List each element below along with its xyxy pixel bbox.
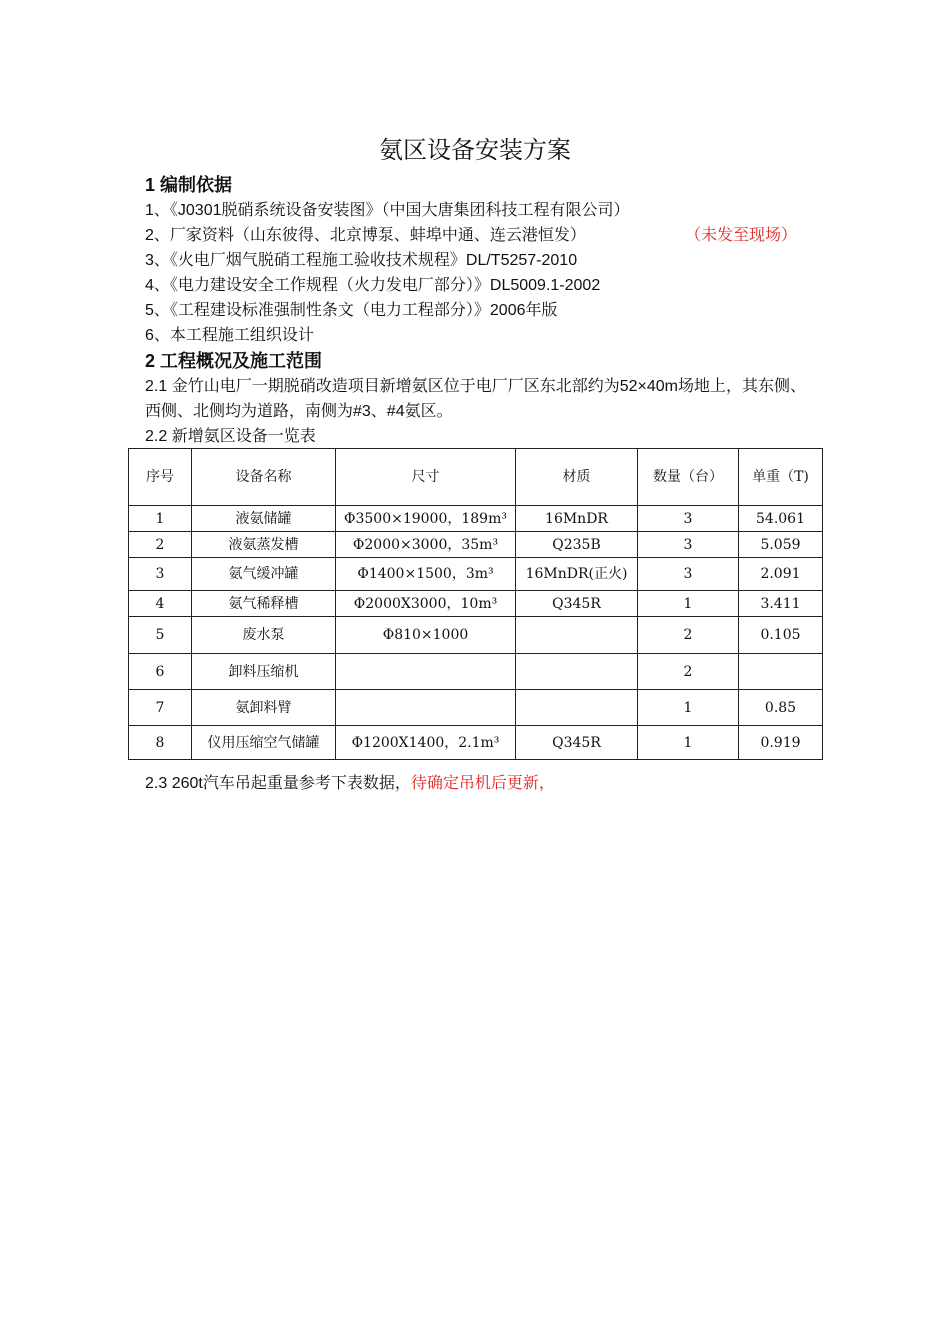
cell-index: 5 xyxy=(129,617,192,654)
cell-name: 卸料压缩机 xyxy=(192,654,336,690)
cell-quantity: 2 xyxy=(638,654,739,690)
cell-unit-weight: 3.411 xyxy=(739,591,823,617)
cell-unit-weight: 0.919 xyxy=(739,726,823,760)
table-row xyxy=(129,532,823,558)
paragraph-2-3 xyxy=(145,771,555,796)
cell-name: 液氨储罐 xyxy=(192,506,336,532)
cell-size: Φ1400×1500，3m³ xyxy=(336,558,516,591)
cell-material xyxy=(516,690,638,726)
basis-item-1: 1、《J0301脱硝系统设备安装图》（中国大唐集团科技工程有限公司） xyxy=(145,202,630,219)
basis-item-3: 3、《火电厂烟气脱硝工程施工验收技术规程》DL/T5257-2010 xyxy=(145,252,578,269)
cell-quantity: 1 xyxy=(638,690,739,726)
col-header-name: 设备名称 xyxy=(192,449,336,506)
table-row xyxy=(129,726,823,760)
cell-index: 1 xyxy=(129,506,192,532)
cell-index: 2 xyxy=(129,532,192,558)
cell-quantity: 1 xyxy=(638,591,739,617)
cell-index: 6 xyxy=(129,654,192,690)
cell-material: 16MnDR xyxy=(516,506,638,532)
cell-material xyxy=(516,654,638,690)
cell-material xyxy=(516,617,638,654)
cell-index: 8 xyxy=(129,726,192,760)
cell-index: 7 xyxy=(129,690,192,726)
table-header-row xyxy=(129,449,823,506)
equipment-table xyxy=(128,448,823,760)
cell-name: 液氨蒸发槽 xyxy=(192,532,336,558)
cell-name: 氨气缓冲罐 xyxy=(192,558,336,591)
cell-material: Q345R xyxy=(516,591,638,617)
cell-name: 废水泵 xyxy=(192,617,336,654)
document-body xyxy=(145,172,825,449)
basis-item-2-text: 2、厂家资料（山东彼得、北京博泵、蚌埠中通、连云港恒发） xyxy=(145,227,586,244)
cell-name: 氨气稀释槽 xyxy=(192,591,336,617)
cell-quantity: 3 xyxy=(638,506,739,532)
col-header-size: 尺寸 xyxy=(336,449,516,506)
table-row xyxy=(129,506,823,532)
cell-material: Q345R xyxy=(516,726,638,760)
paragraph-2-3-text: 2.3 260t汽车吊起重量参考下表数据， xyxy=(145,775,411,792)
paragraph-2-3-note: 待确定吊机后更新， xyxy=(410,775,555,792)
cell-unit-weight: 5.059 xyxy=(739,532,823,558)
col-header-quantity: 数量（台） xyxy=(638,449,739,506)
col-header-material: 材质 xyxy=(516,449,638,506)
cell-unit-weight: 54.061 xyxy=(739,506,823,532)
col-header-unit-weight: 单重（T) xyxy=(739,449,823,506)
cell-unit-weight xyxy=(739,654,823,690)
cell-quantity: 3 xyxy=(638,558,739,591)
basis-item-5: 5、《工程建设标准强制性条文（电力工程部分）》2006年版 xyxy=(145,302,558,319)
table-row xyxy=(129,654,823,690)
cell-quantity: 1 xyxy=(638,726,739,760)
cell-index: 3 xyxy=(129,558,192,591)
paragraph-2-1: 2.1 金竹山电厂一期脱硝改造项目新增氨区位于电厂厂区东北部约为52×40m场地上，其东侧、西侧、北侧均为道路，南侧为#3、#4氨区。 xyxy=(145,378,806,420)
cell-name: 仪用压缩空气储罐 xyxy=(192,726,336,760)
cell-size: Φ810×1000 xyxy=(336,617,516,654)
basis-item-4: 4、《电力建设安全工作规程（火力发电厂部分）》DL5009.1-2002 xyxy=(145,277,601,294)
cell-material: 16MnDR(正火) xyxy=(516,558,638,591)
section-heading-2: 2 工程概况及施工范围 xyxy=(145,351,323,371)
cell-quantity: 2 xyxy=(638,617,739,654)
basis-item-2 xyxy=(145,223,825,248)
table-row xyxy=(129,617,823,654)
cell-unit-weight: 0.85 xyxy=(739,690,823,726)
cell-size: Φ1200X1400，2.1m³ xyxy=(336,726,516,760)
cell-size xyxy=(336,654,516,690)
cell-quantity: 3 xyxy=(638,532,739,558)
cell-size: Φ3500×19000，189m³ xyxy=(336,506,516,532)
col-header-index: 序号 xyxy=(129,449,192,506)
cell-unit-weight: 2.091 xyxy=(739,558,823,591)
paragraph-2-2: 2.2 新增氨区设备一览表 xyxy=(145,428,316,445)
basis-item-2-note: （未发至现场） xyxy=(685,227,798,244)
cell-index: 4 xyxy=(129,591,192,617)
cell-size xyxy=(336,690,516,726)
section-heading-1: 1 编制依据 xyxy=(145,175,233,195)
table-row xyxy=(129,558,823,591)
cell-size: Φ2000X3000，10m³ xyxy=(336,591,516,617)
cell-material: Q235B xyxy=(516,532,638,558)
cell-name: 氨卸料臂 xyxy=(192,690,336,726)
cell-unit-weight: 0.105 xyxy=(739,617,823,654)
table-row xyxy=(129,591,823,617)
cell-size: Φ2000×3000，35m³ xyxy=(336,532,516,558)
document-title: 氨区设备安装方案 xyxy=(379,136,571,164)
table-row xyxy=(129,690,823,726)
basis-item-6: 6、本工程施工组织设计 xyxy=(145,327,314,344)
